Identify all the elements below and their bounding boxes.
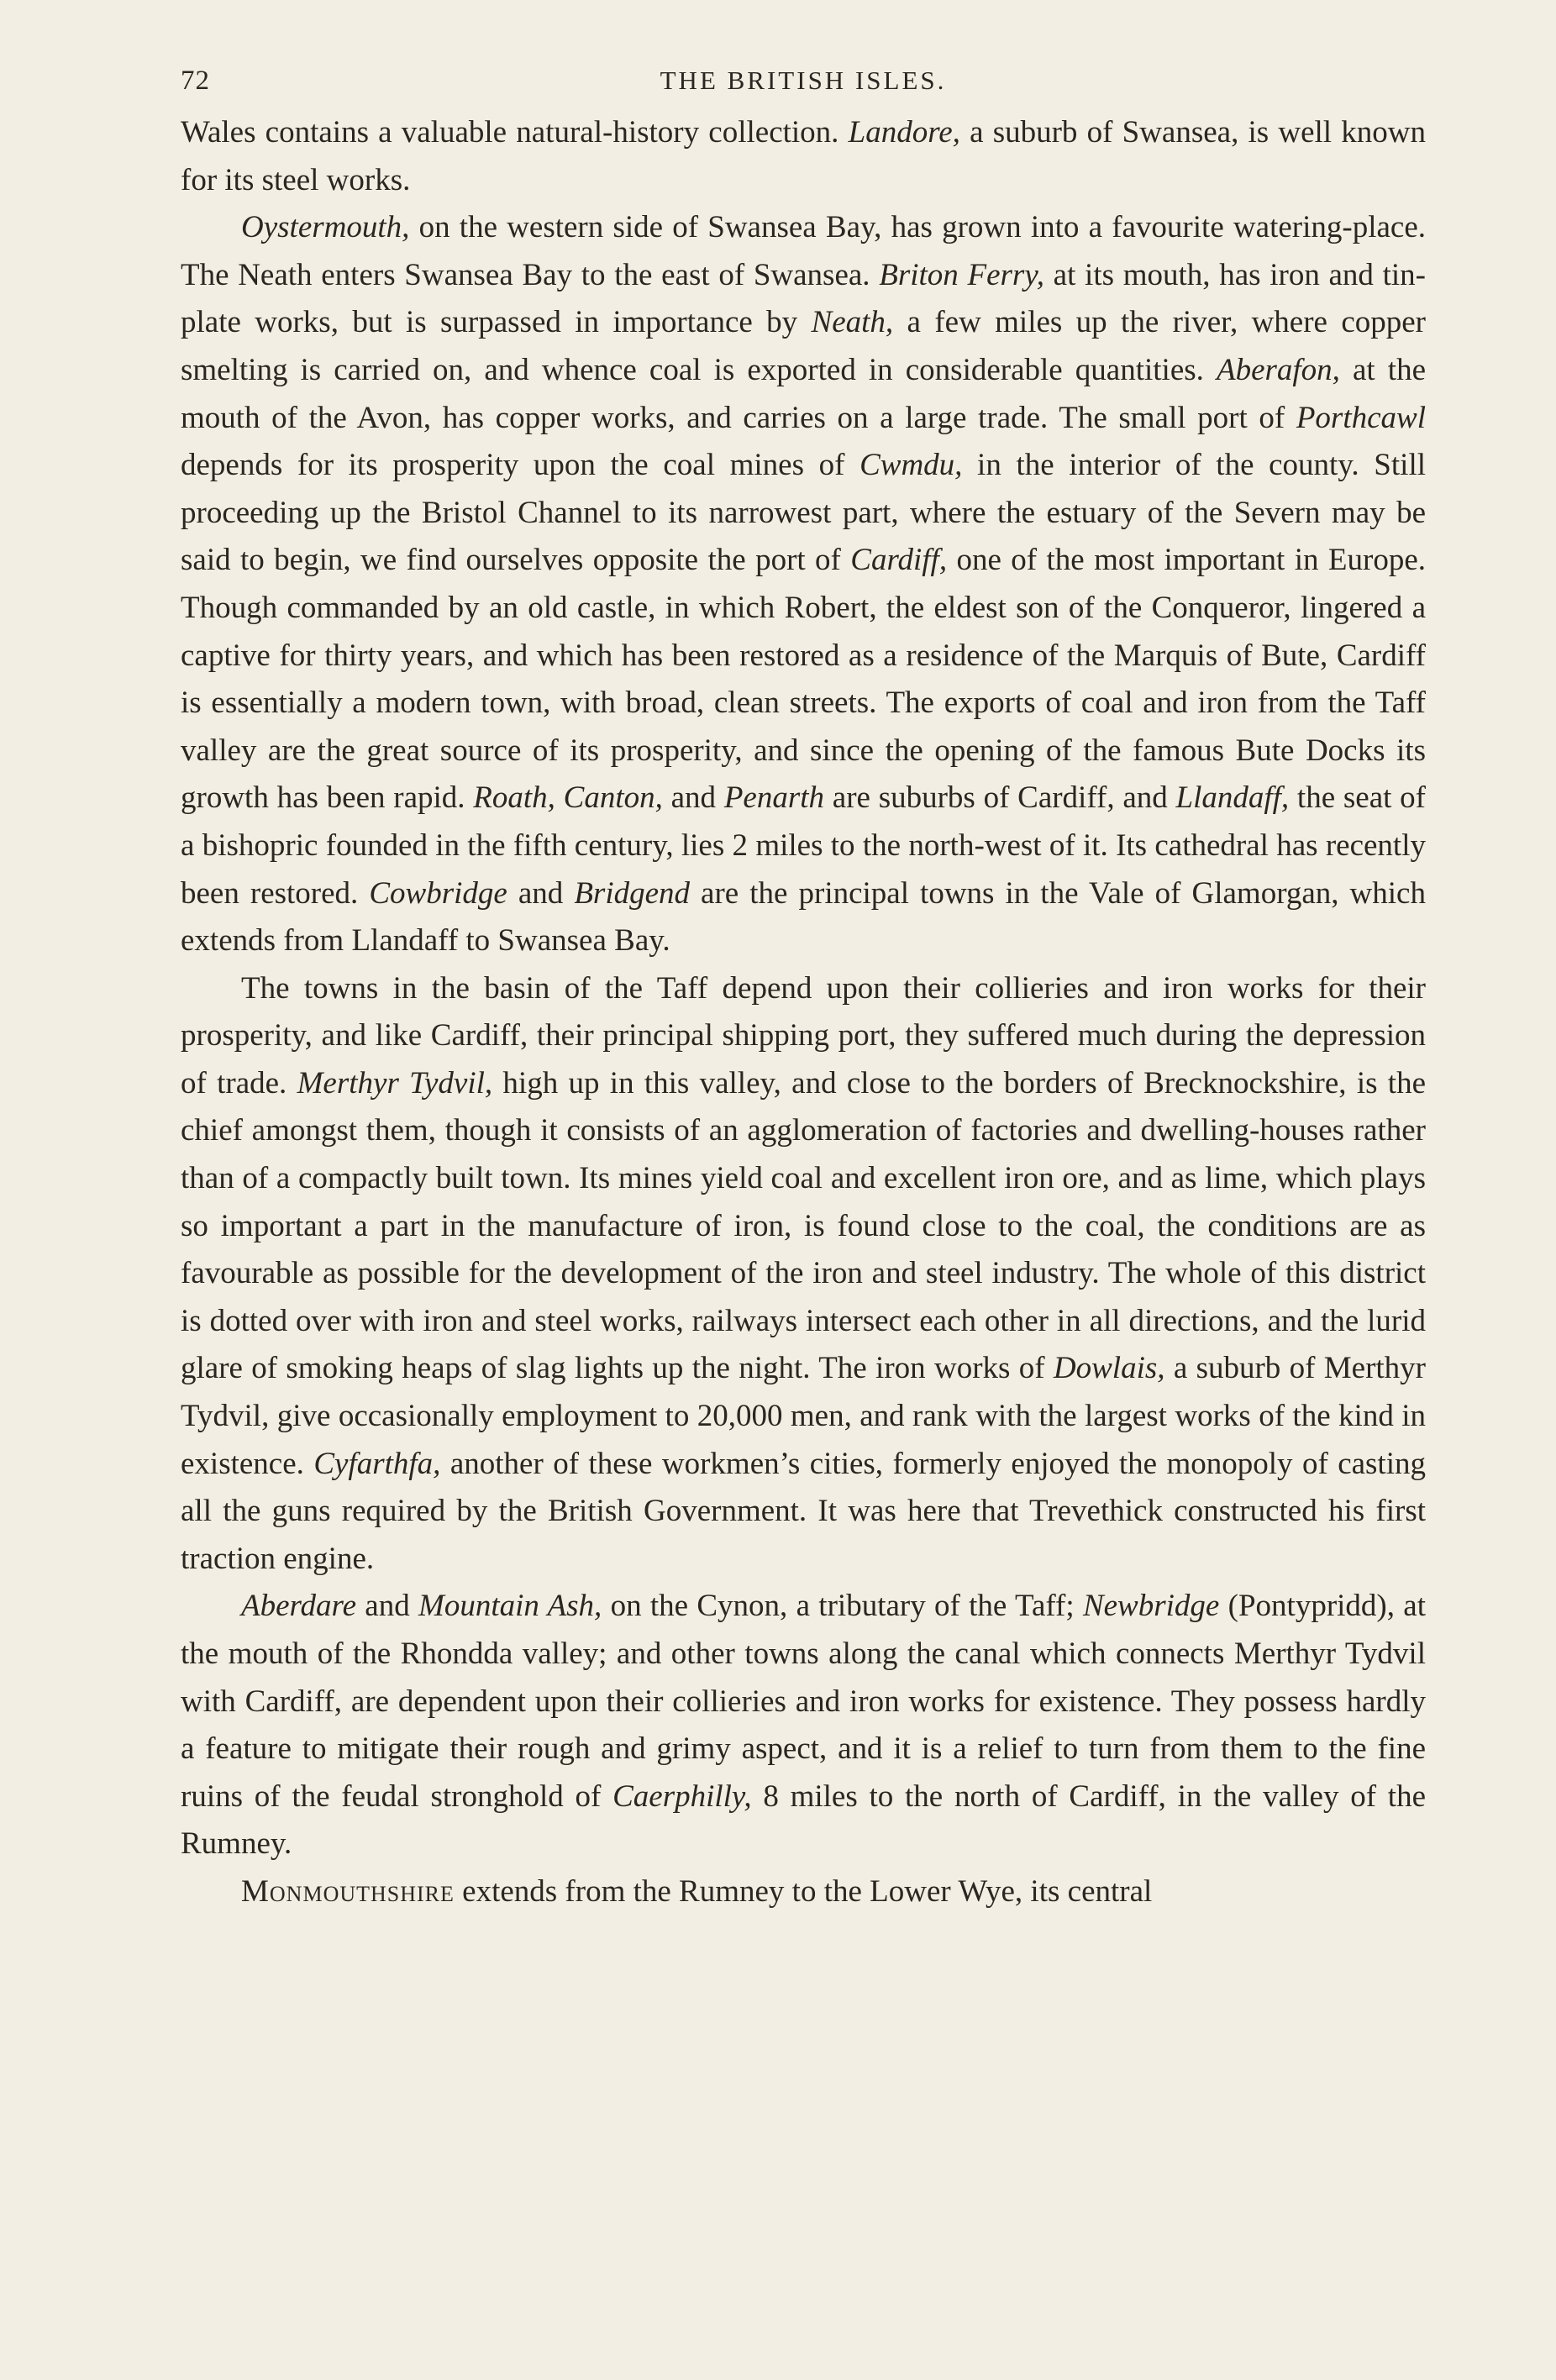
text-run: (Pontypridd), at the mouth of the Rhondda valley; and other towns along the canal which connects Merthyr Tydvil with Cardiff, are dependent upon their collieries and iron works for existence. They possess hardly a feature to mitigate their rough and grimy aspect, and it is a relief to turn from them to the fine ruins of the feudal stronghold of — [181, 1589, 1426, 1814]
text-run: one of the most important in Europe. Though commanded by an old castle, in which Robert, the eldest son of the Conqueror, lingered a captive for thirty years, and which has been restored as a residence of the Marquis of Bute, Cardiff is essentially a modern town, with broad, clean streets. The exports of coal and iron from the Taff valley are the great source of its prosperity, and since the opening of the famous Bute Docks its growth has been rapid. — [181, 543, 1426, 816]
italic-place-name: Newbridge — [1082, 1589, 1220, 1624]
text-run: and — [356, 1589, 419, 1624]
italic-place-name: Cardiff, — [850, 543, 948, 578]
text-run: the seat of a bishopric founded in the fifth century, lies 2 miles to the north-west of it. Its cathedral has recently been restored. — [181, 780, 1426, 911]
text-run: a suburb of Swansea, is well known for its steel works. — [181, 115, 1426, 197]
body-text — [181, 109, 1426, 1916]
text-run: on the western side of Swansea Bay, has grown into a favourite watering-place. The Neath enters Swansea Bay to the east of Swansea. — [181, 210, 1426, 292]
italic-place-name: Aberafon, — [1216, 352, 1340, 387]
text-run: and — [662, 780, 724, 816]
italic-place-name: Llandaff, — [1175, 780, 1290, 816]
text-run: 8 miles to the north of Cardiff, in the valley of the Rumney. — [181, 1778, 1426, 1862]
text-run: are suburbs of Cardiff, and — [824, 780, 1176, 816]
text-run: and — [507, 875, 575, 911]
paragraph — [181, 1868, 1426, 1916]
text-run: Wales contains a valuable natural-history collection. — [181, 115, 849, 150]
italic-place-name: Bridgend — [574, 875, 691, 911]
text-run: extends from the Rumney to the Lower Wye, its central — [454, 1873, 1153, 1909]
italic-place-name: Porthcawl — [1296, 400, 1426, 435]
text-run: in the interior of the county. Still proceeding up the Bristol Channel to its narrowest part, where the estuary of the Severn may be said to begin, we find ourselves opposite the port of — [181, 448, 1427, 578]
paragraph — [181, 109, 1426, 204]
running-head: THE BRITISH ISLES. — [660, 66, 947, 95]
page-header — [181, 0, 1426, 109]
italic-place-name: Cyfarthfa, — [313, 1446, 441, 1481]
text-run: are the principal towns in the Vale of Glamorgan, which extends from Llandaff to Swansea Bay. — [181, 875, 1426, 959]
text-run: depends for its prosperity upon the coal mines of — [181, 448, 860, 483]
italic-place-name: Mountain Ash, — [418, 1589, 602, 1624]
page-number: 72 — [181, 66, 210, 96]
italic-place-name: Roath, Canton, — [473, 780, 663, 816]
text-run: another of these workmen’s cities, formerly enjoyed the monopoly of casting all the guns required by the British Government. It was here that Trevethick constructed his first traction engine. — [181, 1446, 1426, 1576]
italic-place-name: Cwmdu, — [859, 448, 963, 483]
text-run: a suburb of Merthyr Tydvil, give occasionally employment to 20,000 men, and rank with the largest works of the kind in existence. — [181, 1351, 1426, 1481]
small-caps-county-name: Monmouthshire — [241, 1873, 455, 1909]
italic-place-name: Landore, — [848, 115, 960, 150]
italic-place-name: Briton Ferry, — [879, 257, 1044, 292]
paragraph — [181, 1583, 1426, 1868]
paragraph — [181, 204, 1426, 965]
text-run: high up in this valley, and close to the borders of Brecknockshire, is the chief amongst them, though it consists of an agglomeration of factories and dwelling-houses rather than of a compactly built town. Its mines yield coal and excellent iron ore, and as lime, which plays so important a part in the manufacture of iron, is found close to the coal, the conditions are as favourable as possible for the development of the iron and steel industry. The whole of this district is dotted over with iron and steel works, railways intersect each other in all directions, and the lurid glare of smoking heaps of slag lights up the night. The iron works of — [181, 1065, 1426, 1386]
italic-place-name: Cowbridge — [369, 875, 507, 911]
paragraph — [181, 965, 1426, 1584]
text-run: at the mouth of the Avon, has copper works, and carries on a large trade. The small port of — [181, 352, 1426, 435]
text-run: at its mouth, has iron and tin-plate works, but is surpassed in importance by — [181, 257, 1427, 340]
italic-place-name: Dowlais, — [1053, 1351, 1165, 1386]
italic-place-name: Oystermouth, — [241, 210, 410, 245]
text-run: on the Cynon, a tributary of the Taff; — [602, 1589, 1083, 1624]
italic-place-name: Neath, — [811, 305, 894, 340]
text-run: a few miles up the river, where copper smelting is carried on, and whence coal is exported in considerable quantities. — [181, 305, 1426, 387]
italic-place-name: Merthyr Tydvil, — [297, 1065, 493, 1101]
italic-place-name: Penarth — [723, 780, 825, 816]
italic-place-name: Caerphilly, — [612, 1778, 752, 1814]
text-run: The towns in the basin of the Taff depend upon their collieries and iron works for their prosperity, and like Cardiff, their principal shipping port, they suffered much during the depression of trade. — [181, 970, 1426, 1101]
italic-place-name: Aberdare — [241, 1589, 356, 1624]
